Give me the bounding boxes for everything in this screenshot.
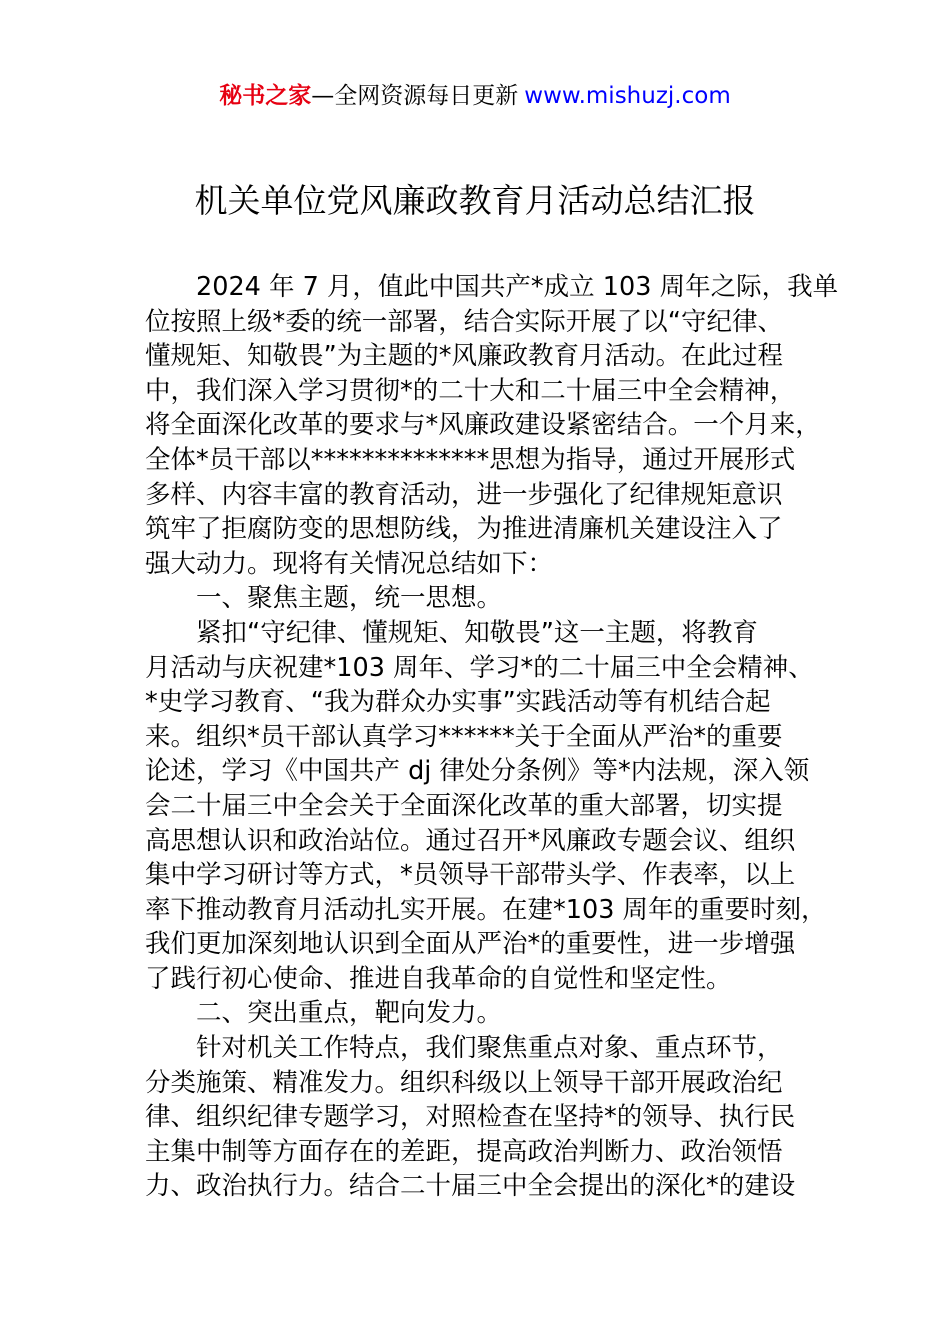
- paragraph-line: 月活动与庆祝建*103 周年、学习*的二十届三中全会精神、: [145, 652, 814, 683]
- document-title: 机关单位党风廉政教育月活动总结汇报: [194, 181, 756, 220]
- paragraph-line: 筑牢了拒腐防变的思想防线，为推进清廉机关建设注入了: [145, 514, 783, 545]
- paragraph-line: 率下推动教育月活动扎实开展。在建*103 周年的重要时刻，: [145, 894, 827, 925]
- paragraph-line: 高思想认识和政治站位。通过召开*风廉政专题会议、组织: [145, 825, 796, 856]
- section-heading: 二、突出重点，靶向发力。: [196, 998, 503, 1029]
- paragraph-line: 紧扣“守纪律、懂规矩、知敬畏”这一主题，将教育: [196, 617, 758, 648]
- document-body: [145, 270, 845, 1204]
- paragraph-line: 针对机关工作特点，我们聚焦重点对象、重点环节，: [196, 1033, 783, 1064]
- paragraph-line: 位按照上级*委的统一部署，结合实际开展了以“守纪律、: [145, 306, 783, 337]
- paragraph-line: 强大动力。现将有关情况总结如下：: [145, 548, 554, 579]
- site-tagline: —全网资源每日更新: [311, 83, 519, 109]
- paragraph-line: 力、政治执行力。结合二十届三中全会提出的深化*的建设: [145, 1171, 796, 1202]
- section-heading: 一、聚焦主题，统一思想。: [196, 583, 503, 614]
- paragraph-line: 多样、内容丰富的教育活动，进一步强化了纪律规矩意识: [145, 479, 783, 510]
- paragraph-line: 会二十届三中全会关于全面深化改革的重大部署，切实提: [145, 790, 783, 821]
- paragraph-line: 懂规矩、知敬畏”为主题的*风廉政教育月活动。在此过程: [145, 341, 783, 372]
- paragraph-line: 将全面深化改革的要求与*风廉政建设紧密结合。一个月来，: [145, 410, 821, 441]
- paragraph-line: 律、组织纪律专题学习，对照检查在坚持*的领导、执行民: [145, 1102, 796, 1133]
- paragraph-line: 集中学习研讨等方式，*员领导干部带头学、作表率，以上: [145, 860, 796, 891]
- paragraph-line: 来。组织*员干部认真学习******关于全面从严治*的重要: [145, 721, 783, 752]
- paragraph-line: 全体*员干部以**************思想为指导，通过开展形式: [145, 444, 796, 475]
- paragraph-line: 2024 年 7 月，值此中国共产*成立 103 周年之际，我单: [196, 272, 839, 302]
- paragraph-line: 了践行初心使命、推进自我革命的自觉性和坚定性。: [145, 963, 732, 994]
- site-brand: 秘书之家: [219, 83, 312, 109]
- paragraph-line: 主集中制等方面存在的差距，提高政治判断力、政治领悟: [145, 1136, 783, 1167]
- site-header: [0, 80, 950, 112]
- site-url-link[interactable]: www.mishuzj.com: [524, 83, 731, 109]
- paragraph-line: 中，我们深入学习贯彻*的二十大和二十届三中全会精神，: [145, 375, 796, 406]
- paragraph-line: 我们更加深刻地认识到全面从严治*的重要性，进一步增强: [145, 929, 796, 960]
- paragraph-line: *史学习教育、“我为群众办实事”实践活动等有机结合起: [145, 687, 771, 718]
- paragraph-line: 分类施策、精准发力。组织科级以上领导干部开展政治纪: [145, 1067, 783, 1098]
- paragraph-line: 论述，学习《中国共产 dj 律处分条例》等*内法规，深入领: [145, 756, 810, 787]
